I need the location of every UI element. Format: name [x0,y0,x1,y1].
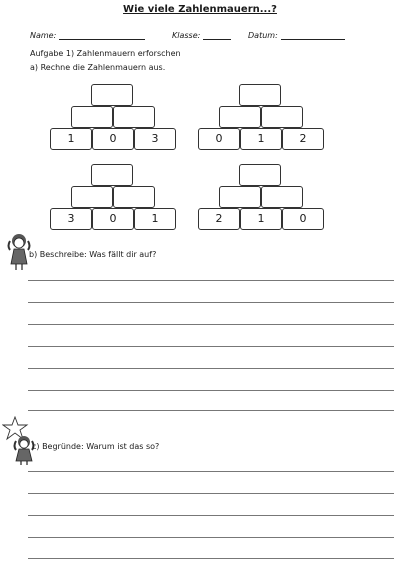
name-blank[interactable] [59,30,145,40]
date-label: Datum: [248,31,278,40]
wall-bottom-brick: 1 [240,128,282,150]
number-wall-1 [50,84,178,150]
task-c-instruction: c) Begründe: Warum ist das so? [32,442,160,451]
wall-bottom-brick: 3 [134,128,176,150]
wall-bottom-brick: 2 [282,128,324,150]
writing-line[interactable] [28,390,394,391]
wall-bottom-brick: 1 [50,128,92,150]
task-b-instruction: b) Beschreibe: Was fällt dir auf? [29,250,157,259]
class-label: Klasse: [172,31,201,40]
date-blank[interactable] [281,30,345,40]
name-field [30,30,145,40]
class-blank[interactable] [203,30,231,40]
wall-middle-brick[interactable] [71,106,113,128]
wall-middle-brick[interactable] [219,106,261,128]
wall-top-brick[interactable] [91,164,133,186]
writing-line[interactable] [28,471,394,472]
writing-line[interactable] [28,537,394,538]
wall-top-brick[interactable] [91,84,133,106]
writing-line[interactable] [28,324,394,325]
wall-bottom-brick: 0 [198,128,240,150]
wall-bottom-brick: 3 [50,208,92,230]
class-field [172,30,231,40]
writing-line[interactable] [28,493,394,494]
writing-line[interactable] [28,558,394,559]
wall-middle-brick[interactable] [113,186,155,208]
star-girl-figure-icon [2,416,36,466]
wall-top-brick[interactable] [239,164,281,186]
writing-line[interactable] [28,368,394,369]
task-heading: Aufgabe 1) Zahlenmauern erforschen [30,49,181,58]
number-wall-3 [50,164,178,230]
wall-bottom-brick: 1 [240,208,282,230]
wall-middle-brick[interactable] [219,186,261,208]
writing-line[interactable] [28,346,394,347]
number-wall-4 [198,164,326,230]
wall-bottom-brick: 0 [282,208,324,230]
wall-middle-brick[interactable] [113,106,155,128]
date-field [248,30,345,40]
writing-line[interactable] [28,302,394,303]
wall-bottom-brick: 0 [92,208,134,230]
wall-middle-brick[interactable] [261,186,303,208]
task-a-instruction: a) Rechne die Zahlenmauern aus. [30,63,166,72]
writing-line[interactable] [28,410,394,411]
writing-line[interactable] [28,515,394,516]
wall-middle-brick[interactable] [261,106,303,128]
number-wall-2 [198,84,326,150]
worksheet-title: Wie viele Zahlenmauern...? [123,4,277,15]
writing-line[interactable] [28,280,394,281]
wall-middle-brick[interactable] [71,186,113,208]
wall-bottom-brick: 0 [92,128,134,150]
name-label: Name: [30,31,57,40]
wall-top-brick[interactable] [239,84,281,106]
wall-bottom-brick: 2 [198,208,240,230]
wall-bottom-brick: 1 [134,208,176,230]
